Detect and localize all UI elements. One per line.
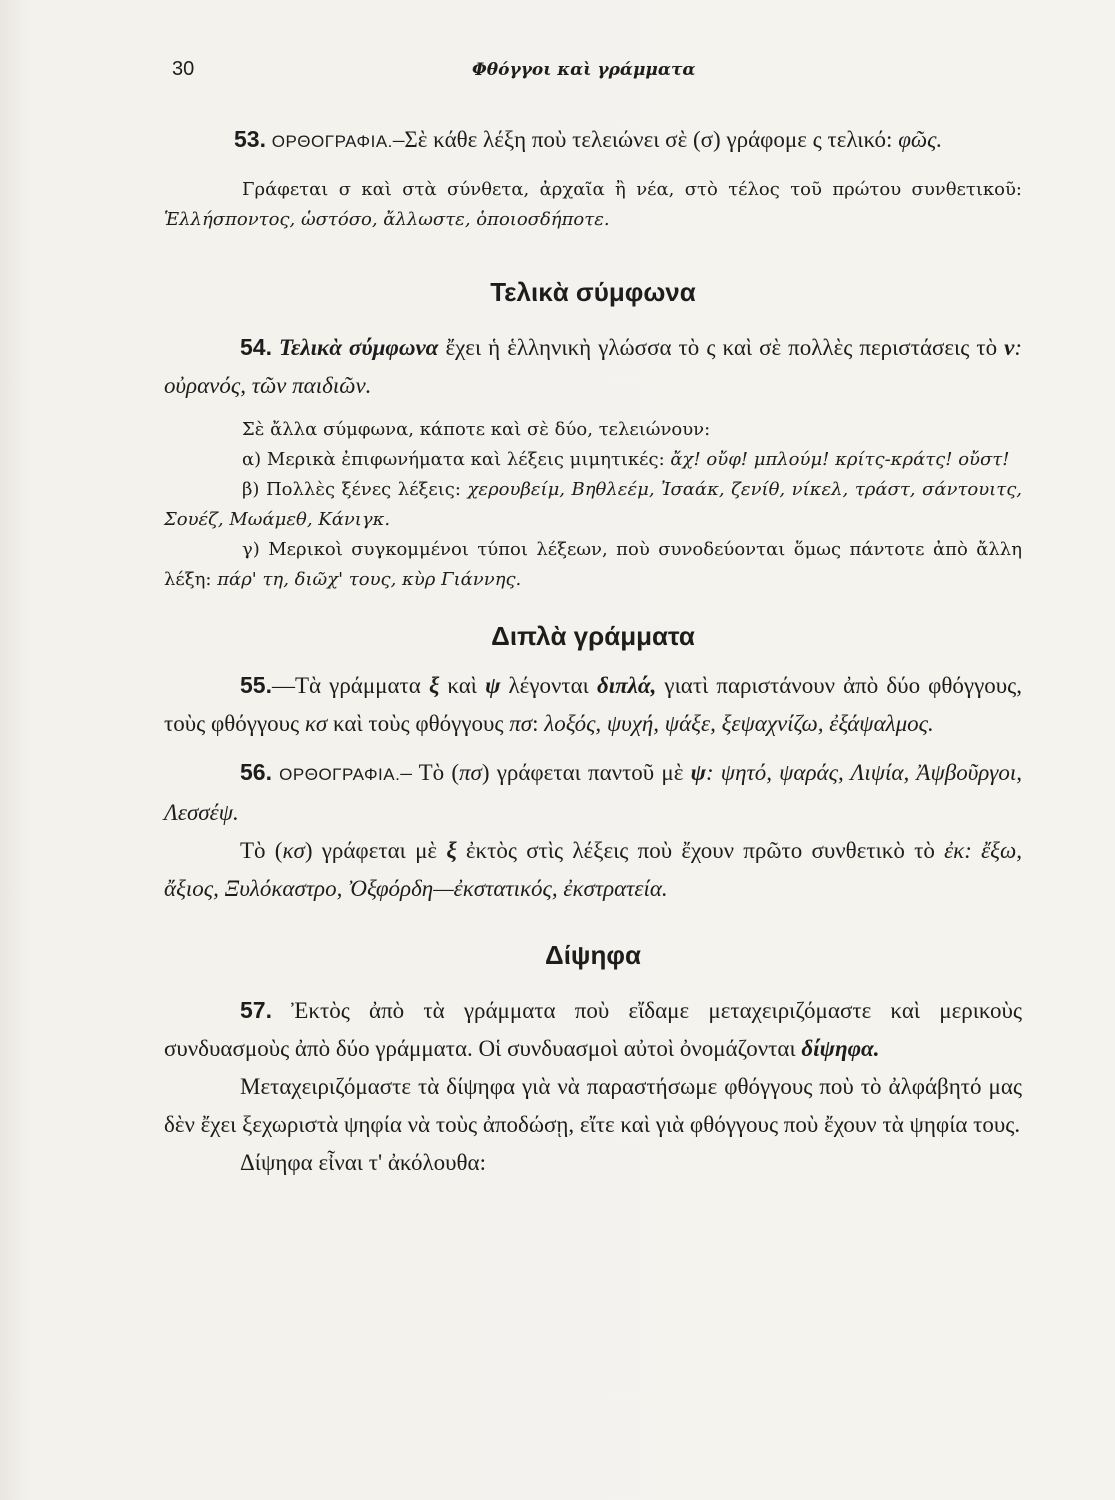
section-57-p3: Δίψηφα εἶναι τ' ἀκόλουθα: [240, 1150, 486, 1175]
section-text: –Σὲ κάθε λέξη ποὺ τελειώνει σὲ (σ) γράφομε ς τελικό: [392, 127, 899, 152]
letter-nu: ν [1004, 335, 1015, 360]
heading-double-letters: Διπλὰ γράμματα [491, 621, 695, 651]
example-text: : ψητό, ψαράς, Λιψία, Ἀψβοῦργοι, Λεσσέψ. [164, 760, 1023, 825]
page-header [172, 58, 1022, 88]
sound-ps: πσ [459, 760, 482, 785]
letter-xi: ξ [428, 673, 440, 698]
section-53-note [164, 175, 1022, 235]
section-text: λέγονται [500, 673, 597, 698]
example-text: : οὐρανός, τῶν παιδιῶν. [164, 335, 1023, 398]
section-text: Ἐκτὸς ἀπὸ τὰ γράμματα ποὺ εἴδαμε μεταχειριζόμαστε καὶ μερικοὺς συνδυασμοὺς ἀπὸ δύο γράμματα. Οἱ συνδυασμοὶ αὐτοὶ ὀνομάζονται [164, 998, 1022, 1061]
section-number: 56. [240, 759, 272, 785]
section-text: ) γράφεται μὲ [304, 838, 447, 863]
section-label: ΟΡΘΟΓΡΑΦΙΑ. [271, 132, 393, 151]
section-number: 53. [234, 126, 266, 152]
section-text: καὶ [439, 673, 486, 698]
letter-psi: ψ [485, 673, 501, 698]
sound-ks: κσ [282, 838, 305, 863]
running-title: Φθόγγοι καὶ γράμματα [472, 60, 696, 80]
section-label: ΟΡΘΟΓΡΑΦΙΑ. [279, 765, 401, 784]
example-text: : ἔξω, ἄξιος, Ξυλόκαστρο, Ὀξφόρδη—ἐκστατικός, ἐκστρατεία. [164, 838, 1023, 901]
term: Τελικὰ σύμφωνα [279, 335, 439, 360]
section-53 [164, 120, 1022, 161]
note-c [164, 535, 1022, 595]
note-a [164, 445, 1022, 475]
section-text: —Τὰ γράμματα [271, 673, 429, 698]
note-a-text: α) Μερικὰ ἐπιφωνήματα καὶ λέξεις μιμητικές: [242, 449, 671, 470]
section-57 [164, 991, 1022, 1068]
page-content [164, 120, 1022, 1182]
section-number: 55. [240, 672, 272, 698]
sound-ks: κσ [304, 711, 328, 736]
section-text: γιατὶ παριστάνουν ἀπὸ δύο φθόγγους, τοὺς φθόγγους [164, 673, 1023, 736]
note-a-examples: ἄχ! οὔφ! μπλούμ! κρίτς-κράτς! οὔστ! [670, 449, 1010, 470]
term: δίψηφα. [801, 1036, 880, 1061]
letter-xi: ξ [446, 838, 457, 863]
note-examples: Ἑλλήσποντος, ὡστόσο, ἄλλωστε, ὁποιοσδήποτε. [164, 209, 610, 230]
note-text: Σὲ ἄλλα σύμφωνα, κάποτε καὶ σὲ δύο, τελειώνουν: [242, 419, 711, 440]
section-55 [164, 666, 1022, 743]
note-b-examples: χερουβείμ, Βηθλεέμ, Ἰσαάκ, ζενίθ, νίκελ, τράστ, σάντουιτς, Σουέζ, Μωάμεθ, Κάνιγκ. [164, 479, 1022, 530]
example-text: λοξός, ψυχή, ψάξε, ξεψαχνίζω, ἐξάψαλμος. [544, 711, 934, 736]
note-c-examples: πάρ' τη, διῶχ' τους, κὺρ Γιάννης. [217, 569, 522, 590]
section-number: 57. [240, 997, 272, 1023]
letter-psi: ψ [690, 760, 706, 785]
note-b-text: β) Πολλὲς ξένες λέξεις: [242, 479, 468, 500]
section-56 [164, 753, 1022, 832]
section-text: ) γράφεται παντοῦ μὲ [481, 760, 691, 785]
section-54-notes [164, 415, 1022, 595]
section-54 [164, 328, 1022, 405]
section-text: Τὸ ( [240, 838, 283, 863]
page-number: 30 [172, 58, 195, 80]
heading-final-consonants: Τελικὰ σύμφωνα [490, 277, 696, 307]
section-56-cont [164, 832, 1022, 908]
section-57-p2: Μεταχειριζόμαστε τὰ δίψηφα γιὰ νὰ παραστήσωμε φθόγγους ποὺ τὸ ἀλφάβητό μας δὲν ἔχει ξεχωριστὰ ψηφία νὰ τοὺς ἀποδώσῃ, εἴτε καὶ γιὰ φθόγγους ποὺ ἔχουν τὰ ψηφία τους. [164, 1074, 1022, 1137]
note-b [164, 475, 1022, 535]
example-text: φῶς. [898, 127, 943, 152]
sound-ps: πσ [509, 711, 533, 736]
section-text: – Τὸ ( [400, 760, 459, 785]
section-text: ἔχει ἡ ἑλληνικὴ γλώσσα τὸ ς καὶ σὲ πολλὲς περιστάσεις τὸ [438, 335, 1005, 360]
heading-digraphs: Δίψηφα [545, 940, 641, 970]
section-number: 54. [240, 334, 272, 360]
term: διπλά, [596, 673, 657, 698]
prefix-ek: ἐκ [944, 838, 965, 863]
section-text: : [532, 711, 545, 736]
note-c-text: γ) Μερικοὶ συγκομμένοι τύποι λέξεων, ποὺ συνοδεύονται ὅμως πάντοτε ἀπὸ ἄλλη λέξη: [164, 539, 1022, 590]
note-text: Γράφεται σ καὶ στὰ σύνθετα, ἀρχαῖα ἢ νέα, στὸ τέλος τοῦ πρώτου συνθετικοῦ: [242, 179, 1022, 200]
section-text: ἐκτὸς στὶς λέξεις ποὺ ἔχουν πρῶτο συνθετικὸ τὸ [456, 838, 945, 863]
section-text: καὶ τοὺς φθόγγους [327, 711, 510, 736]
